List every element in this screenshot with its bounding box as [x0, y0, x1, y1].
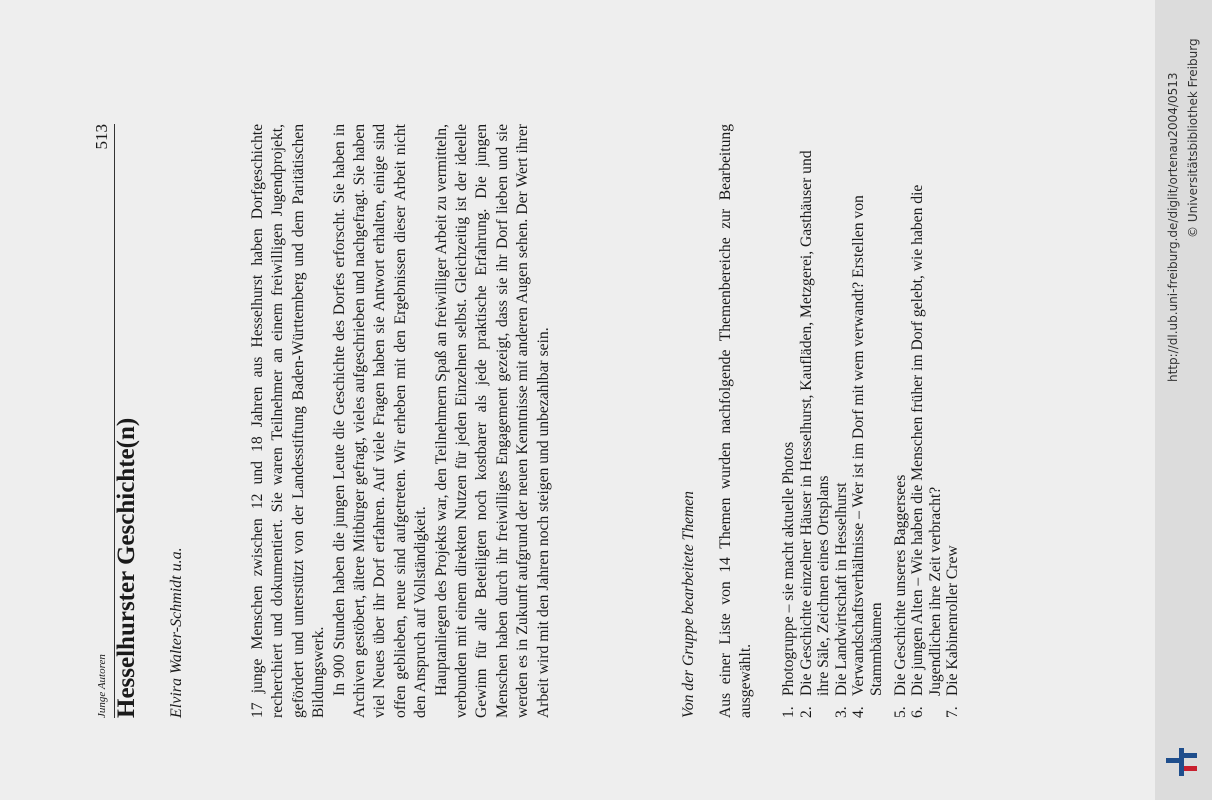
- list-number: 3.: [832, 706, 850, 718]
- section-intro: Aus einer Liste von 14 Themen wurden nachfolgende Themenbereiche zur Bearbeitung ausgewählt.: [717, 124, 755, 718]
- list-number: 2.: [797, 706, 815, 718]
- list-item: [780, 124, 798, 718]
- page-number: 513: [92, 124, 111, 150]
- list-item: [850, 124, 885, 718]
- list-item: [892, 124, 910, 718]
- list-text: Die Geschichte unseres Baggersees: [891, 474, 909, 696]
- paragraph: Hauptanliegen des Projekts war, den Teilnehmern Spaß an freiwilliger Arbeit zu vermitteln, verbunden mit einem direkten Nutzen für jeden Einzelnen selbst. Gleichzeitig ist der ideelle Gewinn für alle Beteiligten noch kostbarer als jede praktische Erfahrung. Die jungen Menschen haben durch ihr freiwilliges Engagement gezeigt, dass sie ihr Dorf lieben und sie werden es in Zukunft aufgrund der neuen Kenntnisse mit anderen Augen sehen. Der Wert ihrer Arbeit wird mit den Jahren noch steigen und unbezahlbar sein.: [432, 124, 552, 718]
- article-author: Elvira Walter-Schmidt u.a.: [168, 547, 185, 718]
- topic-list: [780, 124, 962, 718]
- list-text: Die Geschichte einzelner Häuser in Hesselhurst, Kaufläden, Metzgerei, Gasthäuser und ihre Säle, Zeichnen eines Ortsplans: [797, 150, 833, 696]
- list-text: Verwandschaftsverhältnisse – Wer ist im Dorf mit wem verwandt? Erstellen von Stammbäumen: [850, 195, 885, 696]
- paragraph: In 900 Stunden haben die jungen Leute die Geschichte des Dorfes erforscht. Sie haben in Archiven gestöbert, ältere Mitbürger gefragt, vieles aufgeschrieben und nachgefragt. Sie haben viel Neues über ihr Dorf erfahren. Auf viele Fragen haben sie Antwort erhalten, einige sind offen geblieben, neue sind aufgetreten. Wir erheben mit den Ergebnissen dieser Arbeit nicht den Anspruch auf Vollständigkeit.: [330, 124, 430, 718]
- source-url-link[interactable]: http://dl.ub.uni-freiburg.de/diglit/ortenau2004/0513: [1166, 72, 1180, 382]
- page-content: [40, 20, 1120, 780]
- list-number: 5.: [891, 706, 909, 718]
- running-head: [80, 124, 115, 718]
- article-body: [248, 124, 554, 718]
- running-head-section: Junge Autoren: [96, 654, 108, 718]
- list-item: [944, 124, 962, 718]
- list-item: [798, 124, 833, 718]
- list-number: 7.: [944, 706, 962, 718]
- list-text: Die jungen Alten – Wie haben die Menschen früher im Dorf gelebt, wie haben die Jugendlichen ihre Zeit verbracht?: [909, 184, 944, 696]
- section-heading: Von der Gruppe bearbeitete Themen: [680, 491, 697, 718]
- list-number: 4.: [850, 706, 868, 718]
- list-text: Photogruppe – sie macht aktuelle Photos: [780, 441, 797, 696]
- article-title: Hesselhurster Geschichte(n): [113, 417, 140, 718]
- list-item: [833, 124, 851, 718]
- copyright-notice: © Universitätsbibliothek Freiburg: [1186, 38, 1200, 238]
- list-text: Die Kabinenroller Crew: [944, 545, 962, 696]
- list-text: Die Landwirtschaft in Hesselhurst: [832, 482, 850, 696]
- list-number: 1.: [780, 706, 797, 718]
- list-number: 6.: [909, 706, 927, 718]
- ub-freiburg-logo-icon: [1164, 746, 1200, 778]
- list-item: [909, 124, 944, 718]
- paragraph: 17 junge Menschen zwischen 12 und 18 Jahren aus Hesselhurst haben Dorfgeschichte recherchiert und dokumentiert. Sie waren Teilnehmer an einem freiwilligen Jugendprojekt, gefördert und unterstützt von der Landesstiftung Baden-Württemberg und dem Paritätischen Bildungswerk.: [249, 124, 328, 718]
- viewer-sidebar: [1155, 0, 1212, 800]
